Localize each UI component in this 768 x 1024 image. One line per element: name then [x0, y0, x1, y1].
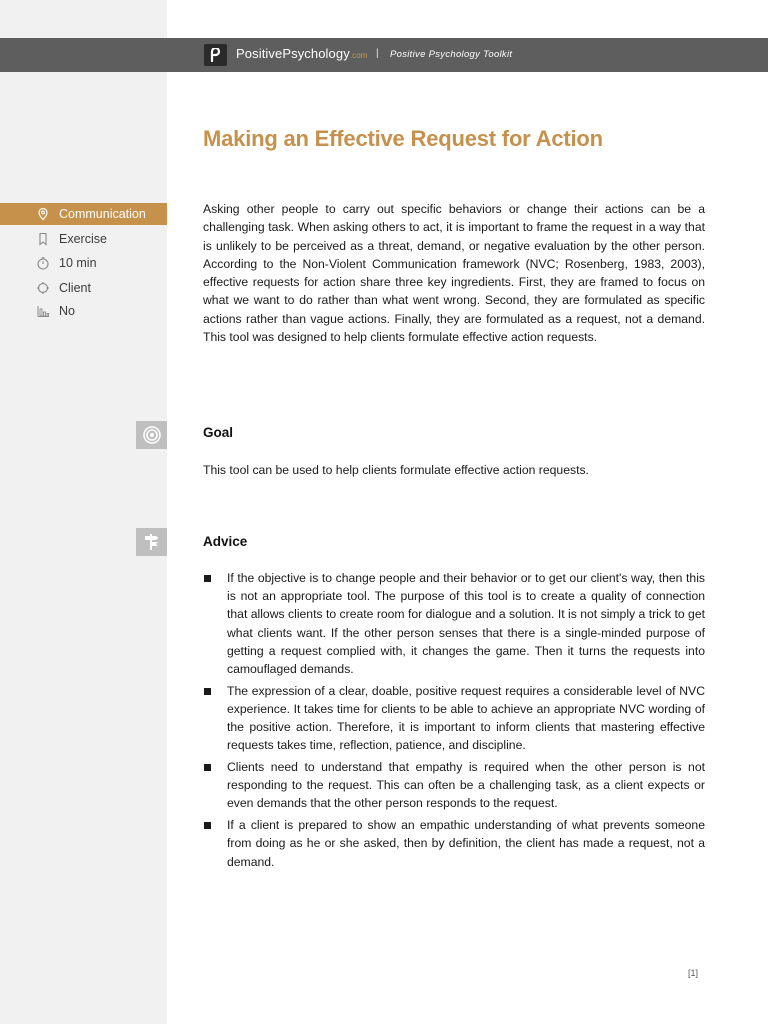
intro-paragraph: Asking other people to carry out specific behaviors or change their actions can be a challenging task. When asking others to act, it is important to frame the request in a way that is unlikely to be perceived as a threat, demand, or negative evaluation by the other person. According to the Non-Violent Communication framework (NVC; Rosenberg, 1983, 2003), effective requests for action share three key ingredients. First, they are framed to focus on what we want to do rather than what went wrong. Second, they are formulated as specific actions rather than vague actions. Finally, they are formulated as a request, not a demand. This tool was designed to help clients formulate effective action requests. — [203, 202, 705, 345]
meta-label: Communication — [59, 207, 146, 221]
meta-label: 10 min — [59, 256, 97, 270]
bullet-square-icon — [204, 575, 211, 582]
meta-label: Client — [59, 281, 91, 295]
advice-heading: Advice — [203, 534, 248, 549]
crosshair-icon — [36, 281, 50, 295]
page-number: [1] — [688, 968, 699, 978]
meta-item-duration — [0, 252, 167, 274]
goal-heading: Goal — [203, 425, 234, 440]
sidebar — [0, 0, 167, 1024]
goal-icon-box — [136, 421, 167, 449]
list-item-text: If the objective is to change people and their behavior or to get our client's way, then this is not an appropriate tool. The purpose of this tool is to create a quality of connection that allows clients to create room for dialogue and a solution. It is not simply a trick to get what clients want. If the other person senses that there is a single-minded purpose of getting a request complied with, it changes the game. Then it turns the requests into camouflaged demands. — [227, 571, 705, 677]
list-item-text: Clients need to understand that empathy is required when the other person is not responding to the request. This can often be a challenging task, as a client expects or even demands that the other person responds to the request. — [227, 760, 705, 811]
stopwatch-icon — [36, 256, 50, 270]
brand-logo — [204, 44, 227, 66]
goal-text: This tool can be used to help clients formulate effective action requests. — [203, 463, 589, 477]
list-item — [203, 816, 705, 871]
meta-item-category — [0, 203, 167, 225]
advice-icon-box — [136, 528, 167, 556]
header-bar — [0, 38, 768, 72]
list-item-text: The expression of a clear, doable, positive request requires a considerable level of NVC experience. It takes time for clients to be able to achieve an appropriate NVC wording of the positive action. Therefore, it is important to inform clients that mastering effective requests takes time, reflection, patience, and discipline. — [227, 683, 705, 753]
advice-list — [203, 569, 705, 874]
location-pin-icon — [36, 207, 50, 221]
list-item — [203, 569, 705, 678]
brand-suffix: .com — [349, 51, 368, 60]
meta-label: Exercise — [59, 232, 107, 246]
meta-label: No — [59, 304, 75, 318]
bookmark-icon — [36, 232, 50, 246]
list-item-text: If a client is prepared to show an empathic understanding of what prevents someone from doing as he or she asked, then by definition, the client has made a request, not a demand. — [227, 818, 705, 869]
bullet-square-icon — [204, 822, 211, 829]
brand-name: PositivePsychology.com — [236, 46, 368, 61]
meta-item-type — [0, 228, 167, 250]
bullet-square-icon — [204, 764, 211, 771]
page-title: Making an Effective Request for Action — [203, 126, 603, 151]
list-item — [203, 682, 705, 755]
signpost-icon — [142, 532, 162, 552]
logo-p-icon — [209, 48, 223, 62]
meta-item-audience — [0, 277, 167, 299]
bullet-square-icon — [204, 688, 211, 695]
list-item — [203, 758, 705, 813]
bar-chart-icon — [36, 304, 50, 318]
header-separator: | — [376, 48, 379, 59]
toolkit-label: Positive Psychology Toolkit — [390, 49, 513, 60]
target-icon — [142, 425, 162, 445]
meta-item-level — [0, 300, 167, 322]
